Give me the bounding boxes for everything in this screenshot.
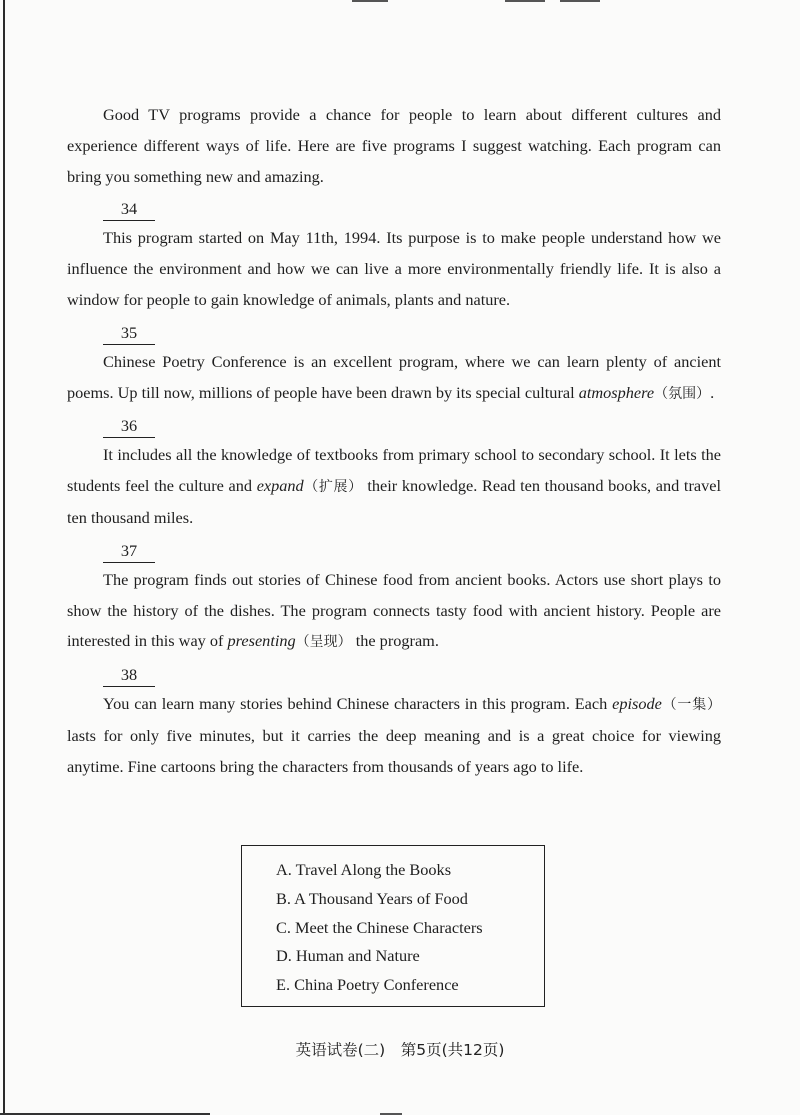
intro-paragraph: Good TV programs provide a chance for people to learn about different cultures and experience different ways of life. Here are five programs I suggest watching. Each program can bring you something new and amazing. xyxy=(67,105,721,186)
option-b: B. A Thousand Years of Food xyxy=(276,888,468,908)
option-e: E. China Poetry Conference xyxy=(276,975,459,995)
chinese-gloss: （氛围） xyxy=(654,385,711,402)
section-paragraph: The program finds out stories of Chinese food from ancient books. Actors use short plays to show the history of the dishes. The program connects tasty food with ancient history. People are interested in this way of presenting（呈现） the program. xyxy=(67,569,721,651)
option-a: A. Travel Along the Books xyxy=(276,860,452,879)
section-paragraph: Chinese Poetry Conference is an excellent program, where we can learn plenty of ancient poems. Up till now, millions of people have been drawn by its special cultural atmosphere（氛围）. xyxy=(67,351,721,402)
chinese-gloss: （呈现） xyxy=(295,634,352,651)
section-paragraph: This program started on May 11th, 1994. Its purpose is to make people understand how we influence the environment and how we can live a more environmentally friendly life. It is also a window for people to gain knowledge of animals, plants and nature. xyxy=(67,228,721,309)
page-footer: 英语试卷(二) 第5页(共12页) xyxy=(295,1041,505,1059)
scan-mark-top xyxy=(352,0,388,2)
vocab-word: expand xyxy=(256,476,304,496)
blank-38[interactable]: 38 xyxy=(103,658,155,687)
blank-34[interactable]: 34 xyxy=(103,192,155,221)
option-c: C. Meet the Chinese Characters xyxy=(276,917,483,937)
section-paragraph: You can learn many stories behind Chinese characters in this program. Each episode（一集） lasts for only five minutes, but it carries the deep meaning and is a great choice for viewing anytime. Fine cartoons bring the characters from thousands of years ago to life. xyxy=(67,694,721,776)
chinese-gloss: （扩展） xyxy=(303,479,363,496)
scan-edge-left xyxy=(3,0,5,1115)
scan-mark-top xyxy=(560,0,600,2)
options-box xyxy=(241,845,545,1007)
blank-35[interactable]: 35 xyxy=(103,316,155,345)
vocab-word: presenting xyxy=(227,631,296,651)
option-d: D. Human and Nature xyxy=(276,946,420,966)
vocab-word: atmosphere xyxy=(578,382,655,402)
scan-mark-top xyxy=(505,0,545,2)
section-paragraph: It includes all the knowledge of textbooks from primary school to secondary school. It lets the students feel the culture and expand（扩展） their knowledge. Read ten thousand books, and travel ten thousand miles. xyxy=(67,445,721,527)
blank-36[interactable]: 36 xyxy=(103,409,155,438)
reading-passage xyxy=(67,100,721,783)
chinese-gloss: （一集） xyxy=(661,697,721,714)
vocab-word: episode xyxy=(612,694,662,714)
blank-37[interactable]: 37 xyxy=(103,534,155,563)
